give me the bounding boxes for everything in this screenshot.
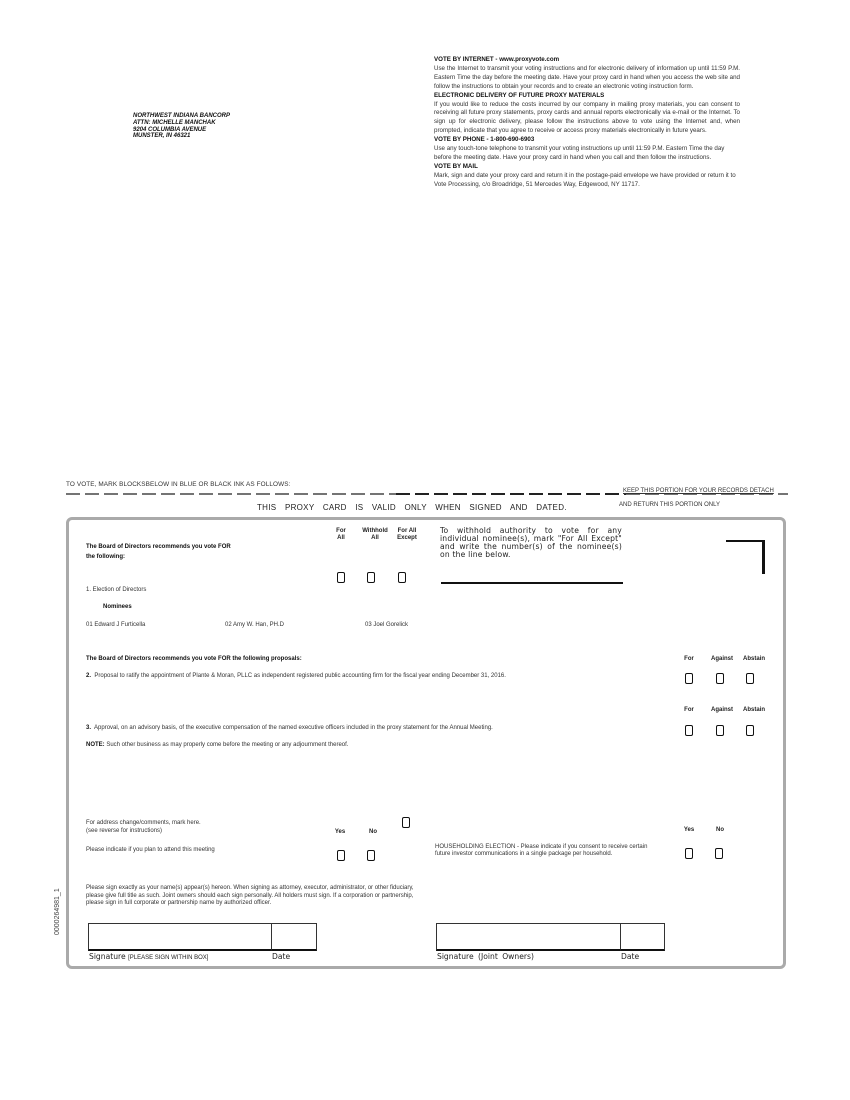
col-for-all bbox=[332, 528, 350, 542]
withhold-instructions: To withhold authority to vote for any individual nominee(s), mark "For All Except" and write the number(s) of the nominee(s) on the line below. bbox=[440, 526, 622, 559]
electronic-delivery-heading: ELECTRONIC DELIVERY OF FUTURE PROXY MATERIALS bbox=[434, 91, 605, 99]
board-recommendation-proposals: The Board of Directors recommends you vote FOR the following proposals: bbox=[86, 656, 302, 662]
voting-instructions bbox=[434, 56, 740, 190]
board-recommendation-heading: The Board of Directors recommends you vote FOR bbox=[86, 544, 231, 550]
checkbox-for-all[interactable] bbox=[337, 572, 345, 583]
item-3-text: Approval, on an advisory basis, of the executive compensation of the named executive officers included in the proxy statement for the Annual Meeting. bbox=[94, 725, 493, 731]
nominee-01: 01 Edward J Furticella bbox=[86, 622, 146, 628]
nominee-exception-line[interactable] bbox=[441, 582, 623, 584]
col-for-item2: For bbox=[684, 656, 694, 662]
item-3-proposal bbox=[86, 725, 493, 731]
nominees-label: Nominees bbox=[103, 604, 132, 610]
document-id: 0000264981_1 bbox=[54, 888, 61, 935]
checkbox-attend-yes[interactable] bbox=[337, 850, 345, 861]
internet-heading: VOTE BY INTERNET - www.proxyvote.com bbox=[434, 56, 560, 63]
keep-portion-note: KEEP THIS PORTION FOR YOUR RECORDS DETACH bbox=[623, 488, 774, 494]
phone-heading: VOTE BY PHONE - 1-800-690-6903 bbox=[434, 136, 535, 144]
checkbox-item2-abstain[interactable] bbox=[746, 673, 754, 684]
checkbox-householding-yes[interactable] bbox=[685, 848, 693, 859]
address-line-3: 9204 COLUMBIA AVENUE bbox=[133, 126, 207, 133]
mail-heading: VOTE BY MAIL bbox=[434, 162, 478, 170]
item-2-number: 2. bbox=[86, 673, 92, 679]
checkbox-item3-for[interactable] bbox=[685, 725, 693, 736]
signing-instructions: Please sign exactly as your name(s) appear(s) hereon. When signing as attorney, executor, administrator, or other fiduciary, please give full title as such. Joint owners should each sign personally. All holders must sign. If a corporation or partnership, please sign in full corporate or partnership name by authorized officer. bbox=[86, 885, 414, 907]
checkbox-for-all-except[interactable] bbox=[398, 572, 406, 583]
col-for-item3: For bbox=[684, 707, 694, 713]
col-withhold-all bbox=[360, 528, 390, 542]
checkbox-item2-against[interactable] bbox=[716, 673, 724, 684]
address-line-1: NORTHWEST INDIANA BANCORP bbox=[133, 113, 230, 119]
col-for-all-line1: For bbox=[336, 528, 346, 534]
col-abstain-item2: Abstain bbox=[742, 656, 765, 662]
nominee-03: 03 Joel Gorelick bbox=[365, 622, 409, 628]
col-against-item2: Against bbox=[710, 656, 733, 662]
joint-signature-date-label: Date bbox=[621, 952, 640, 961]
col-except-line1: For All bbox=[397, 528, 417, 534]
registration-mark-vertical bbox=[762, 540, 765, 574]
address-change-hint: (see reverse for instructions) bbox=[86, 828, 163, 834]
to-vote-instructions: TO VOTE, MARK BLOCKSBELOW IN BLUE OR BLACK INK AS FOLLOWS: bbox=[66, 481, 291, 488]
item-1-election: 1. Election of Directors bbox=[86, 587, 147, 593]
return-address bbox=[133, 113, 230, 140]
item-2-text: Proposal to ratify the appointment of Plante & Moran, PLLC as independent registered public accounting firm for the fiscal year ending December 31, 2016. bbox=[94, 673, 506, 679]
joint-signature-box[interactable] bbox=[436, 923, 621, 951]
nominee-02: 02 Amy W. Han, PH.D bbox=[225, 622, 285, 628]
internet-text: Use the Internet to transmit your voting instructions and for electronic delivery of information up until 11:59 P.M. Eastern Time the day before the meeting date. Have your proxy card in hand when you access the web site and follow the instructions to obtain your records and to create an electronic voting instruction form. bbox=[434, 64, 740, 90]
checkbox-item3-abstain[interactable] bbox=[746, 725, 754, 736]
return-portion-note: AND RETURN THIS PORTION ONLY bbox=[619, 502, 721, 508]
checkbox-householding-no[interactable] bbox=[715, 848, 723, 859]
attend-yes-label: Yes bbox=[334, 829, 346, 835]
address-change-label: For address change/comments, mark here. bbox=[86, 820, 201, 826]
joint-signature-label: Signature (Joint Owners) bbox=[437, 952, 534, 961]
note-label: NOTE: bbox=[86, 742, 105, 748]
col-against-item3: Against bbox=[710, 707, 733, 713]
signature-box[interactable] bbox=[88, 923, 272, 951]
attend-meeting-label: Please indicate if you plan to attend this meeting bbox=[86, 847, 215, 853]
col-withhold-line1: Withhold bbox=[362, 528, 388, 534]
checkbox-item2-for[interactable] bbox=[685, 673, 693, 684]
col-abstain-item3: Abstain bbox=[742, 707, 765, 713]
checkbox-address-change[interactable] bbox=[402, 817, 410, 828]
registration-mark bbox=[726, 540, 764, 542]
checkbox-withhold-all[interactable] bbox=[367, 572, 375, 583]
phone-text: Use any touch-tone telephone to transmit your voting instructions up until 11:59 P.M. Eastern Time the day before the meeting date. Have your proxy card in hand when you call and then follow the instructions. bbox=[434, 145, 725, 161]
address-line-2: ATTN: MICHELLE MANCHAK bbox=[133, 119, 216, 126]
householding-no-label: No bbox=[716, 827, 724, 833]
signature-date-label: Date bbox=[272, 952, 291, 961]
attend-no-label: No bbox=[369, 829, 377, 835]
valid-notice: THIS PROXY CARD IS VALID ONLY WHEN SIGNED AND DATED. bbox=[257, 503, 567, 512]
checkbox-item3-against[interactable] bbox=[716, 725, 724, 736]
signature-label bbox=[89, 952, 208, 961]
householding-yes-label: Yes bbox=[683, 827, 695, 833]
signature-hint: [PLEASE SIGN WITHIN BOX] bbox=[128, 955, 209, 961]
col-for-all-except bbox=[394, 528, 420, 542]
item-3-number: 3. bbox=[86, 725, 92, 731]
householding-election: HOUSEHOLDING ELECTION - Please indicate if you consent to receive certain future investor communications in a single package per household. bbox=[435, 844, 648, 857]
note-text: Such other business as may properly come before the meeting or any adjournment thereof. bbox=[104, 742, 349, 748]
col-withhold-line2: All bbox=[371, 535, 379, 541]
joint-signature-date-box[interactable] bbox=[620, 923, 665, 951]
signature-date-box[interactable] bbox=[271, 923, 317, 951]
checkbox-attend-no[interactable] bbox=[367, 850, 375, 861]
electronic-delivery-text: If you would like to reduce the costs incurred by our company in mailing proxy materials, you can consent to receiving all future proxy statements, proxy cards and annual reports electronically via e-mail or the Internet. To sign up for electronic delivery, please follow the instructions above to vote using the Internet and, when prompted, indicate that you agree to receive or access proxy materials electronically in future years. bbox=[434, 100, 740, 135]
address-line-4: MUNSTER, IN 46321 bbox=[133, 133, 191, 140]
item-2-proposal bbox=[86, 673, 506, 679]
col-for-all-line2: All bbox=[337, 535, 345, 541]
mail-text: Mark, sign and date your proxy card and return it in the postage-paid envelope we have provided or return it to Vote Processing, c/o Broadridge, 51 Mercedes Way, Edgewood, NY 11717. bbox=[434, 171, 736, 188]
board-recommendation-heading-cont: the following: bbox=[86, 554, 125, 560]
signature-label-text: Signature bbox=[89, 952, 126, 961]
note bbox=[86, 742, 348, 748]
col-except-line2: Except bbox=[397, 535, 417, 541]
